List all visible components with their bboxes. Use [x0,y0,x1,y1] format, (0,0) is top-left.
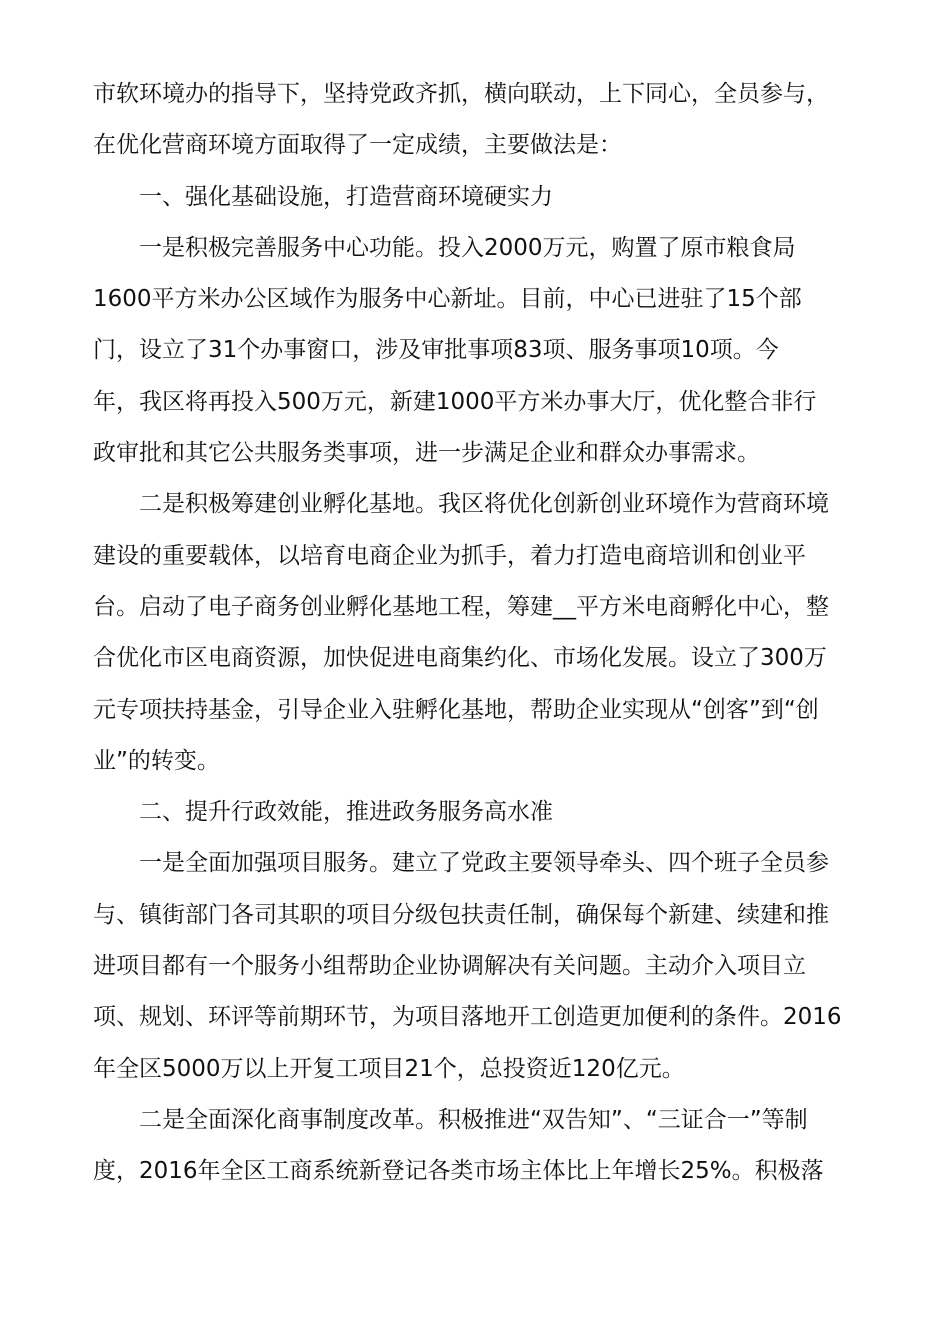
text-line: 市软环境办的指导下，坚持党政齐抓，横向联动，上下同心，全员参与， [93,81,829,107]
paragraph-project-service [93,838,860,1094]
text-line: 进项目都有一个服务小组帮助企业协调解决有关问题。主动介入项目立 [93,953,806,980]
text-line: 业”的转变。 [93,747,220,774]
paragraph-intro-continuation [93,69,860,172]
text-line: 年，我区将再投入500万元，新建1000平方米办事大厅，优化整合非行 [93,388,817,415]
paragraph-incubation-base [93,479,860,787]
text-line: 一是积极完善服务中心功能。投入2000万元，购置了原市粮食局 [139,234,796,261]
heading-text: 二、提升行政效能，推进政务服务高水准 [139,799,553,826]
text-line: 度，2016年全区工商系统新登记各类市场主体比上年增长25%。积极落 [93,1158,824,1185]
text-line: 元专项扶持基金，引导企业入驻孵化基地，帮助企业实现从“创客”到“创 [93,696,819,723]
text-line: 与、镇街部门各司其职的项目分级包扶责任制，确保每个新建、续建和推 [93,901,829,928]
section-heading-1 [93,172,860,223]
text-line: 年全区5000万以上开复工项目21个，总投资近120亿元。 [93,1055,685,1082]
text-line: 台。启动了电子商务创业孵化基地工程，筹建__平方米电商孵化中心，整 [93,593,829,620]
heading-text: 一、强化基础设施，打造营商环境硬实力 [139,183,553,210]
paragraph-service-center [93,223,860,479]
text-line: 一是全面加强项目服务。建立了党政主要领导牵头、四个班子全员参 [139,850,829,877]
text-line: 合优化市区电商资源，加快促进电商集约化、市场化发展。设立了300万 [93,645,827,672]
text-line: 在优化营商环境方面取得了一定成绩，主要做法是： [93,132,622,159]
paragraph-commercial-reform [93,1095,860,1198]
text-line: 政审批和其它公共服务类事项，进一步满足企业和群众办事需求。 [93,440,760,467]
text-line: 二是积极筹建创业孵化基地。我区将优化创新创业环境作为营商环境 [139,491,829,518]
text-line: 二是全面深化商事制度改革。积极推进“双告知”、“三证合一”等制 [139,1106,808,1133]
section-heading-2 [93,787,860,838]
text-line: 建设的重要载体，以培育电商企业为抓手，着力打造电商培训和创业平 [93,542,806,569]
text-line: 1600平方米办公区域作为服务中心新址。目前，中心已进驻了15个部 [93,286,802,313]
text-line: 项、规划、环评等前期环节，为项目落地开工创造更加便利的条件。2016 [93,1004,842,1031]
text-line: 门，设立了31个办事窗口，涉及审批事项83项、服务事项10项。今 [93,337,779,364]
